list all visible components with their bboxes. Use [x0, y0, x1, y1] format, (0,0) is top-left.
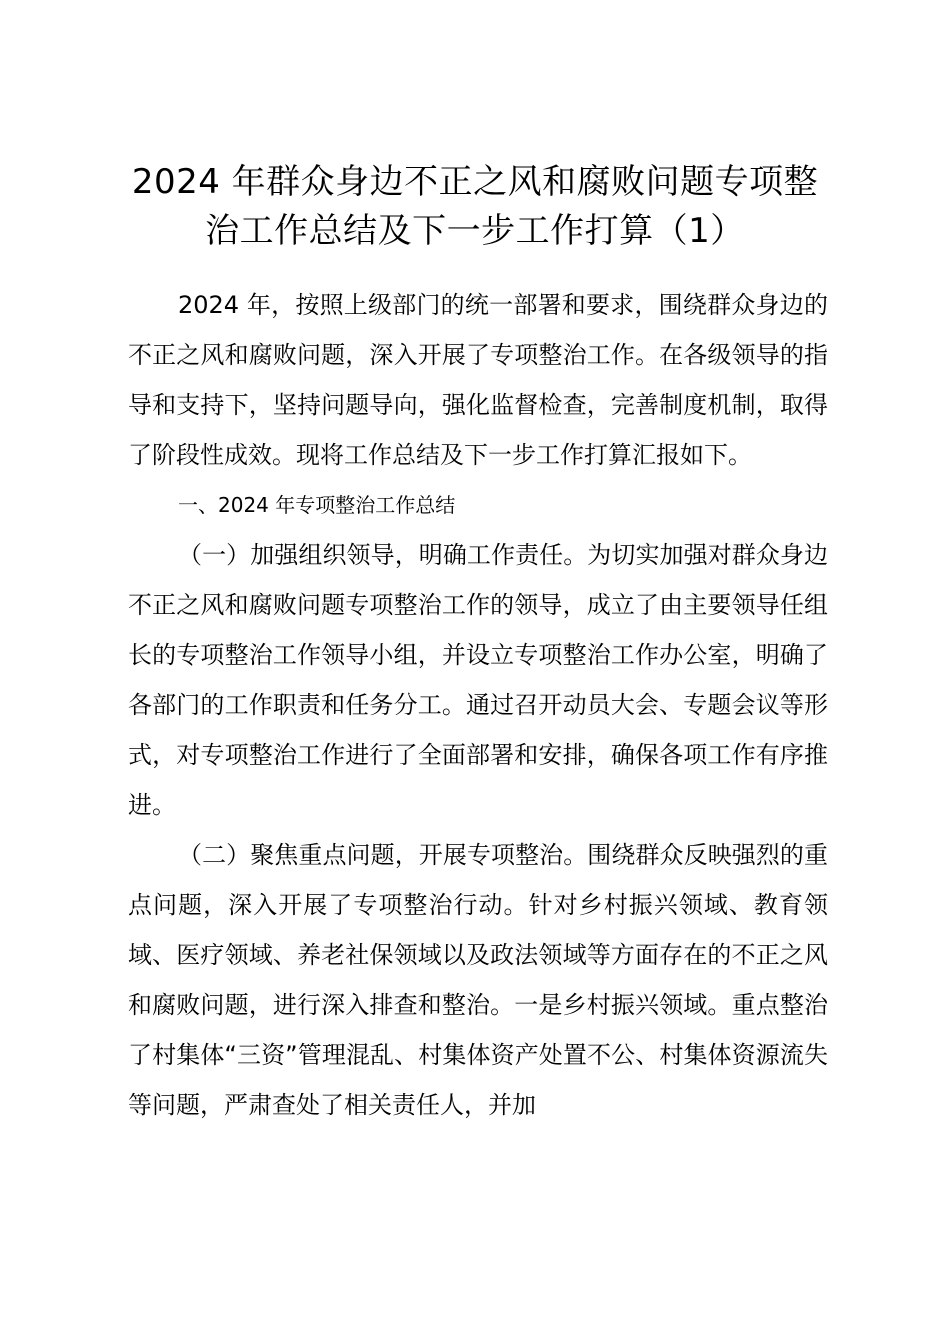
document-body	[128, 280, 828, 1130]
title-line-2: 治工作总结及下一步工作打算（1）	[205, 211, 745, 251]
title-line-1: 2024 年群众身边不正之风和腐败问题专项整	[131, 162, 819, 202]
section-heading: 一、2024 年专项整治工作总结	[178, 493, 456, 517]
subsection-paragraph-2: （二）聚焦重点问题，开展专项整治。围绕群众反映强烈的重点问题，深入开展了专项整治行动。针对乡村振兴领域、教育领域、医疗领域、养老社保领域以及政法领域等方面存在的不正之风和腐败问题，进行深入排查和整治。一是乡村振兴领域。重点整治了村集体“三资”管理混乱、村集体资产处置不公、村集体资源流失等问题，严肃查处了相关责任人，并加	[128, 841, 828, 1119]
intro-paragraph: 2024 年，按照上级部门的统一部署和要求，围绕群众身边的不正之风和腐败问题，深入开展了专项整治工作。在各级领导的指导和支持下，坚持问题导向，强化监督检查，完善制度机制，取得了阶段性成效。现将工作总结及下一步工作打算汇报如下。	[128, 291, 828, 469]
document-title	[100, 158, 850, 256]
subsection-paragraph-1: （一）加强组织领导，明确工作责任。为切实加强对群众身边不正之风和腐败问题专项整治工作的领导，成立了由主要领导任组长的专项整治工作领导小组，并设立专项整治工作办公室，明确了各部门的工作职责和任务分工。通过召开动员大会、专题会议等形式，对专项整治工作进行了全面部署和安排，确保各项工作有序推进。	[128, 541, 828, 819]
